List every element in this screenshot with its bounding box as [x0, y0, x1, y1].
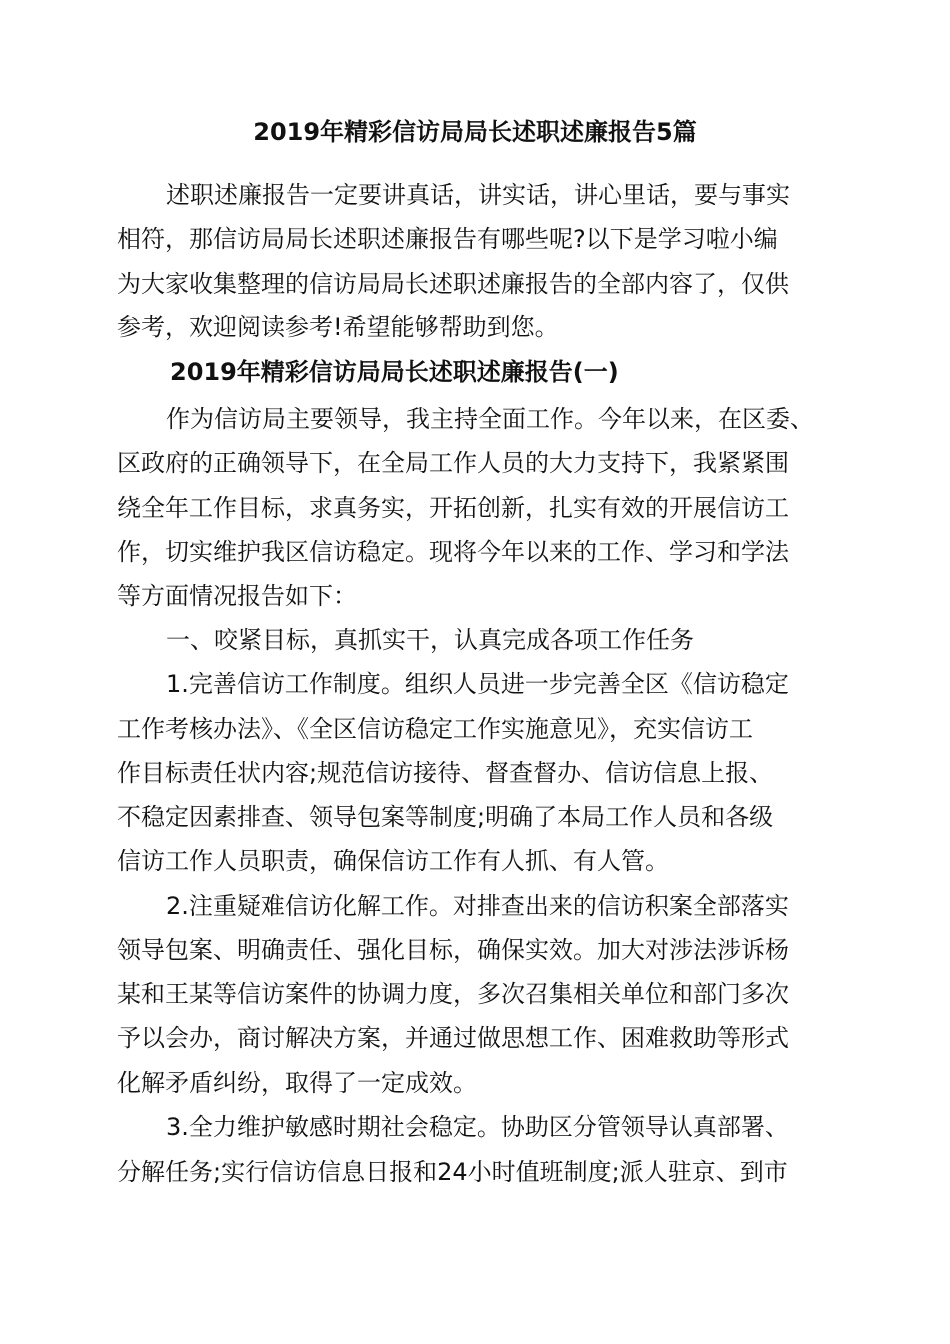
paragraph-line: 作，切实维护我区信访稳定。现将今年以来的工作、学习和学法 — [117, 538, 789, 566]
paragraph-line: 作目标责任状内容;规范信访接待、督查督办、信访信息上报、 — [117, 759, 774, 787]
paragraph-line: 等方面情况报告如下： — [117, 582, 357, 610]
paragraph-line: 领导包案、明确责任、强化目标，确保实效。加大对涉法涉诉杨 — [117, 936, 789, 964]
subsection-heading: 一、咬紧目标，真抓实干，认真完成各项工作任务 — [166, 626, 694, 654]
paragraph-line: 某和王某等信访案件的协调力度，多次召集相关单位和部门多次 — [117, 980, 789, 1008]
paragraph-line: 予以会办，商讨解决方案，并通过做思想工作、困难救助等形式 — [117, 1024, 789, 1052]
paragraph-line: 信访工作人员职责，确保信访工作有人抓、有人管。 — [117, 847, 669, 875]
paragraph-line: 2.注重疑难信访化解工作。对排查出来的信访积案全部落实 — [166, 892, 789, 920]
paragraph-line: 区政府的正确领导下，在全局工作人员的大力支持下，我紧紧围 — [117, 449, 789, 477]
paragraph-line: 相符，那信访局局长述职述廉报告有哪些呢?以下是学习啦小编 — [117, 225, 778, 253]
paragraph-line: 工作考核办法》、《全区信访稳定工作实施意见》，充实信访工 — [117, 715, 753, 743]
section-heading: 2019年精彩信访局局长述职述廉报告(一) — [170, 358, 619, 386]
paragraph-line: 1.完善信访工作制度。组织人员进一步完善全区《信访稳定 — [166, 670, 789, 698]
paragraph-line: 3.全力维护敏感时期社会稳定。协助区分管领导认真部署、 — [166, 1113, 789, 1141]
paragraph-line: 不稳定因素排查、领导包案等制度;明确了本局工作人员和各级 — [117, 803, 774, 831]
paragraph-line: 分解任务;实行信访信息日报和24小时值班制度;派人驻京、到市 — [117, 1158, 788, 1186]
paragraph-line: 化解矛盾纠纷，取得了一定成效。 — [117, 1069, 477, 1097]
paragraph-line: 为大家收集整理的信访局局长述职述廉报告的全部内容了，仅供 — [117, 270, 789, 298]
document-title: 2019年精彩信访局局长述职述廉报告5篇 — [253, 118, 697, 146]
paragraph-line: 绕全年工作目标，求真务实，开拓创新，扎实有效的开展信访工 — [117, 494, 789, 522]
paragraph-line: 参考，欢迎阅读参考!希望能够帮助到您。 — [117, 313, 559, 341]
paragraph-line: 述职述廉报告一定要讲真话，讲实话，讲心里话，要与事实 — [166, 181, 790, 209]
paragraph-line: 作为信访局主要领导，我主持全面工作。今年以来，在区委、 — [166, 405, 814, 433]
